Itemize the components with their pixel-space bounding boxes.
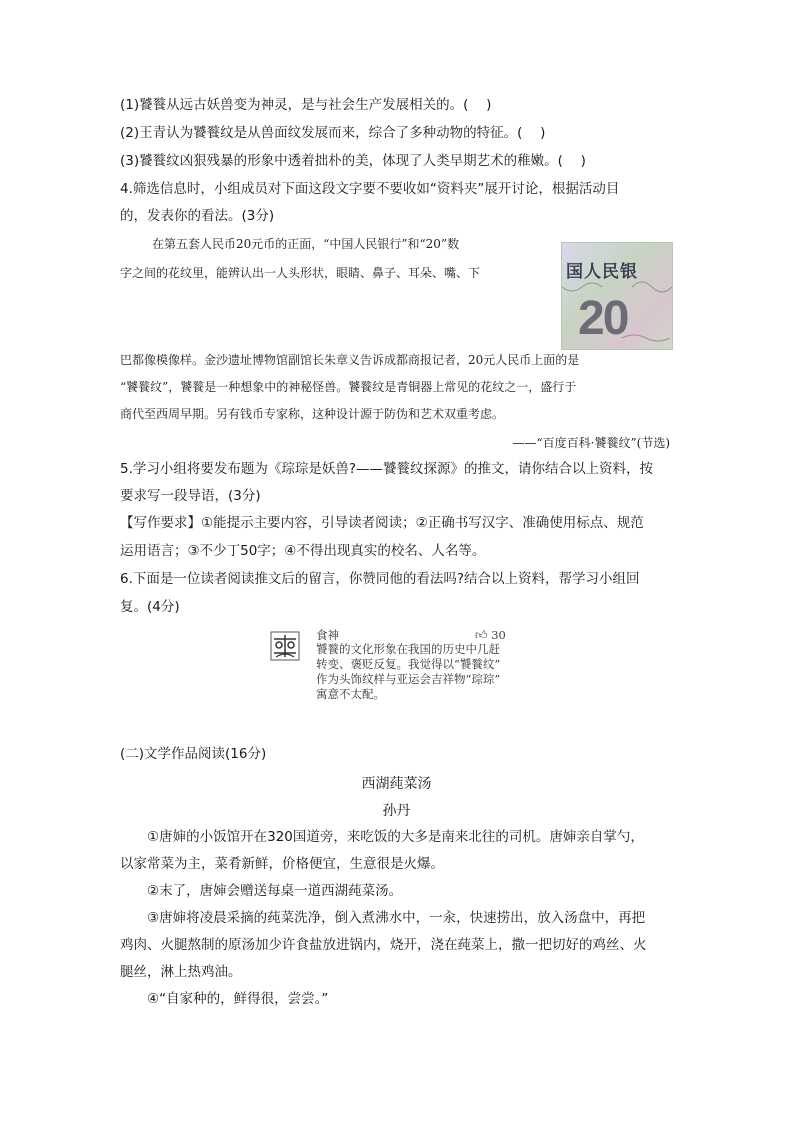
paragraph-3-line-1: ③唐婶将凌晨采摘的莼菜洗净，倒入煮沸水中，一汆，快速捞出，放入汤盘中，再把 — [147, 910, 646, 926]
writing-requirements-2: 运用语言；③不少丁50字；④不得出现真实的校名、人名等。 — [120, 543, 486, 559]
judgment-3: (3)饕餮纹凶狠残暴的形象中透着拙朴的美，体现了人类早期艺术的稚嫩。( ) — [120, 153, 586, 169]
question-5-line-2: 要求写一段导语，(3分) — [120, 488, 261, 504]
quote-line-3: 巴都像模像样。金沙遗址博物馆副馆长朱章义告诉成都商报记者，20元人民币上面的是 — [120, 353, 580, 367]
quote-line-2: 字之间的花纹里，能辨认出一人头形状，眼睛、鼻子、耳朵、嘴、下 — [120, 266, 481, 280]
comment-user: 食神 — [316, 628, 339, 642]
taotie-avatar-icon — [270, 631, 300, 661]
story-author: 孙丹 — [382, 803, 411, 819]
paragraph-3-line-2: 鸡肉、火腿熬制的原汤加少许食盐放进锅内，烧开，浇在莼菜上，撒一把切好的鸡丝、火 — [120, 937, 647, 953]
question-5-line-1: 5.学习小组将要发布题为《琮琮是妖兽?——饕餮纹探源》的推文，请你结合以上资料，按 — [120, 461, 654, 477]
banknote-number: 20 — [578, 292, 628, 345]
quote-line-4: “饕餮纹”，饕餮是一种想象中的神秘怪兽。饕餮纹是青铜器上常见的花纹之一，盛行于 — [120, 380, 577, 394]
banknote-text: 国人民银 — [566, 262, 638, 282]
writing-requirements-1: 【写作要求】①能提示主要内容，引导读者阅读；②正确书写汉字、准确使用标点、规范 — [120, 515, 644, 531]
question-6-line-2: 复。(4分) — [120, 599, 180, 615]
comment-text-4: 寓意不太配。 — [316, 687, 385, 701]
banknote-image — [561, 242, 673, 350]
reader-comment — [270, 628, 530, 701]
paragraph-1-line-2: 以家常菜为主，菜肴新鲜，价格便宜，生意很是火爆。 — [120, 856, 444, 872]
question-4-line-1: 4.筛选信息时，小组成员对下面这段文字要不要收如“资料夹”展开讨论，根据活动目 — [120, 181, 620, 197]
quote-line-1: 在第五套人民币20元币的正面，“中国人民银行”和“20”数 — [152, 237, 460, 251]
judgment-1: (1)饕餮从远古妖兽变为神灵，是与社会生产发展相关的。( ) — [120, 97, 492, 113]
paragraph-3-line-3: 腿丝，淋上热鸡油。 — [120, 964, 242, 980]
paragraph-2: ②末了，唐婶会赠送每桌一道西湖莼菜汤。 — [147, 883, 403, 899]
judgment-2: (2)王青认为饕餮纹是从兽面纹发展而来，综合了多种动物的特征。( ) — [120, 125, 546, 141]
comment-text-2: 转变、褒贬反复。我觉得以“饕餮纹” — [316, 657, 501, 671]
comment-text-3: 作为头饰纹样与亚运会吉祥物“琮琮” — [316, 672, 501, 686]
banknote-pattern-icon — [562, 243, 672, 349]
quote-source: ——“百度百科·饕餮纹”(节选) — [512, 436, 670, 450]
question-4-line-2: 的，发表你的看法。(3分) — [120, 208, 275, 224]
like-number: 30 — [491, 628, 506, 642]
thumbs-up-icon: 👍︎ — [475, 628, 488, 642]
section-2-header: (二)文学作品阅读(16分) — [120, 746, 267, 762]
paragraph-1-line-1: ①唐婶的小饭馆开在320国道旁，来吃饭的大多是南来北往的司机。唐婶亲自掌勺， — [147, 829, 644, 845]
comment-text-1: 饕餮的文化形象在我国的历史中几赶 — [316, 642, 500, 656]
paragraph-4: ④“自家种的，鲜得很，尝尝。” — [147, 991, 329, 1007]
story-title: 西湖莼菜汤 — [361, 776, 432, 792]
like-count[interactable] — [475, 628, 506, 643]
quote-line-5: 商代至西周早期。另有钱币专家称，这种设计源于防伪和艺术双重考虑。 — [120, 407, 505, 421]
question-6-line-1: 6.下面是一位读者阅读推文后的留言，你赞同他的看法吗?结合以上资料，帮学习小组回 — [120, 571, 640, 587]
